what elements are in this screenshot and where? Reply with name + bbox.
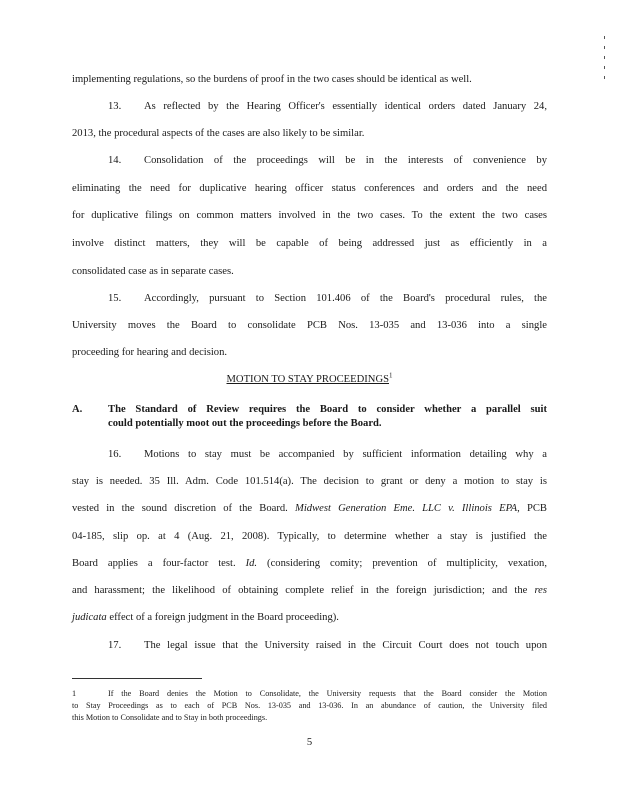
- paragraph-16-line-3-text: vested in the sound discretion of the Board.: [72, 503, 296, 514]
- paragraph-17-number: 17.: [108, 640, 122, 651]
- paragraph-13-line-2: 2013, the procedural aspects of the cases are also likely to be similar.: [72, 128, 365, 139]
- scan-margin-marks: [604, 36, 606, 86]
- section-heading-text: MOTION TO STAY PROCEEDINGS: [226, 374, 389, 385]
- paragraph-13-line-1: As reflected by the Hearing Officer's essentially identical orders dated January 24,: [144, 101, 547, 112]
- paragraph-13-number: 13.: [108, 101, 122, 112]
- case-citation: Midwest Generation Eme. LLC v. Illinois EPA: [295, 503, 518, 514]
- paragraph-16-number: 16.: [108, 449, 122, 460]
- paragraph-16-line-3-end: , PCB: [517, 503, 547, 514]
- paragraph-15-number: 15.: [108, 293, 122, 304]
- paragraph-14-line-1: Consolidation of the proceedings will be in the interests of convenience by: [144, 155, 547, 166]
- footnote-line-2: to Stay Proceedings as to each of PCB Nos. 13-035 and 13-036. In an abundance of caution, the University filed: [72, 701, 547, 710]
- section-heading: [0, 371, 619, 386]
- paragraph-16-line-5-text: Board applies a four-factor test.: [72, 558, 246, 569]
- footnote-line-3: this Motion to Consolidate and to Stay in both proceedings.: [72, 713, 268, 722]
- footnote-rule: [72, 678, 202, 679]
- footnote-line-1: If the Board denies the Motion to Consolidate, the University requests that the Board consider the Motion: [108, 689, 547, 698]
- paragraph-14-line-4: involve distinct matters, they will be capable of being addressed just as efficiently in a: [72, 238, 547, 249]
- paragraph-16-line-6: [72, 585, 547, 597]
- judicata-term: judicata: [72, 612, 107, 623]
- footnote-reference: 1: [389, 371, 393, 380]
- paragraph-16-line-4: 04-185, slip op. at 4 (Aug. 21, 2008). Typically, to determine whether a stay is justified the: [72, 531, 547, 542]
- id-citation: Id.: [245, 558, 258, 569]
- subsection-a-label: A.: [72, 404, 83, 415]
- paragraph-14-line-3: for duplicative filings on common matters involved in the two cases. To the extent the two cases: [72, 210, 547, 221]
- paragraph-16-line-5-end: (considering comity; prevention of multiplicity, vexation,: [257, 558, 547, 569]
- paragraph-15-line-3: proceeding for hearing and decision.: [72, 347, 228, 358]
- paragraph-16-line-6-text: and harassment; the likelihood of obtaining complete relief in the foreign jurisdiction; and the: [72, 585, 535, 596]
- page-number: 5: [306, 737, 313, 748]
- paragraph-17-line-1: The legal issue that the University raised in the Circuit Court does not touch upon: [144, 640, 547, 651]
- paragraph-16-line-5: [72, 558, 547, 570]
- paragraph-16-line-3: [72, 503, 547, 515]
- paragraph-12-continuation: implementing regulations, so the burdens of proof in the two cases should be identical as well.: [72, 74, 472, 85]
- paragraph-14-number: 14.: [108, 155, 122, 166]
- paragraph-16-line-7: [72, 612, 339, 624]
- paragraph-16-line-7-end: effect of a foreign judgment in the Board proceeding).: [106, 612, 339, 623]
- subsection-a-heading-line-2: could potentially moot out the proceedings before the Board.: [108, 418, 382, 429]
- paragraph-15-line-2: University moves the Board to consolidate PCB Nos. 13-035 and 13-036 into a single: [72, 320, 547, 331]
- paragraph-14-line-2: eliminating the need for duplicative hearing officer status conferences and orders and the need: [72, 183, 547, 194]
- paragraph-15-line-1: Accordingly, pursuant to Section 101.406 of the Board's procedural rules, the: [144, 293, 547, 304]
- subsection-a-heading-line-1: The Standard of Review requires the Board to consider whether a parallel suit: [108, 404, 547, 415]
- paragraph-16-line-2: stay is needed. 35 Ill. Adm. Code 101.514(a). The decision to grant or deny a motion to stay is: [72, 476, 547, 487]
- paragraph-14-line-5: consolidated case as in separate cases.: [72, 266, 234, 277]
- res-term: res: [534, 585, 547, 596]
- footnote-number: 1: [72, 689, 77, 698]
- paragraph-16-line-1: Motions to stay must be accompanied by sufficient information detailing why a: [144, 449, 547, 460]
